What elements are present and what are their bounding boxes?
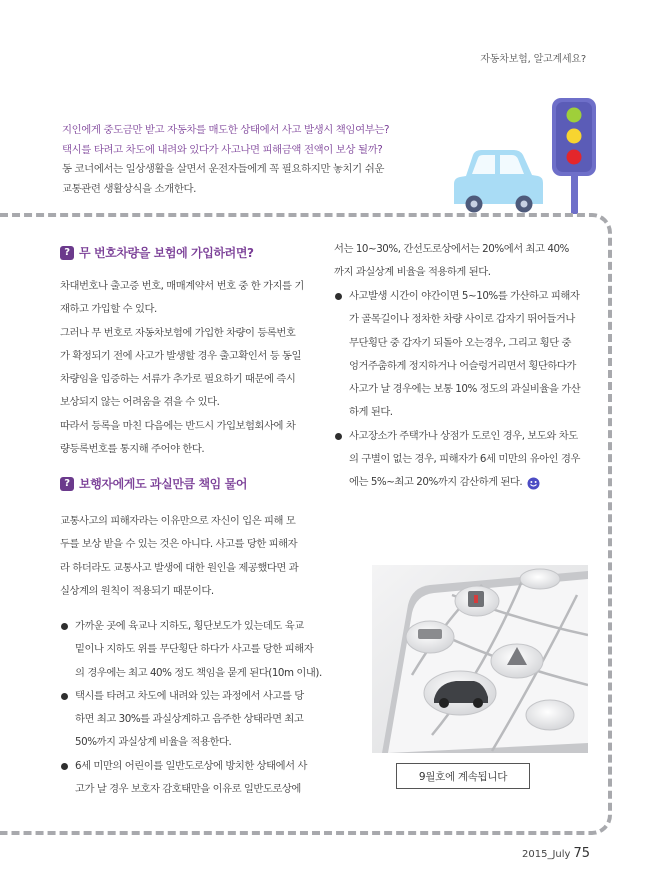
board-game-image	[372, 565, 588, 753]
section-heading	[60, 475, 247, 492]
bullet-line: 하면 최고 30%를 과실상계하고 음주한 상태라면 최고	[75, 713, 304, 726]
board-game-photo	[372, 565, 588, 753]
bullet-item	[60, 685, 322, 755]
bullet-line: 가 골목길이나 정차한 차량 사이로 갑자기 뛰어들거나	[349, 313, 575, 326]
bullet-item	[60, 615, 322, 685]
bullet-line: 사고장소가 주택가나 상점가 도로인 경우, 보도와 차도	[349, 429, 578, 442]
issue-label: 2015_July	[522, 849, 571, 860]
car-icon	[454, 150, 543, 213]
body-line: 량등록번호를 통지해 주어야 한다.	[60, 443, 205, 456]
bullet-line: 의 경우에는 최고 40% 정도 책임을 묻게 된다(10m 이내).	[75, 666, 322, 679]
question-mark-icon: ?	[60, 477, 74, 491]
bullet-line: 하게 된다.	[349, 406, 393, 419]
body-line: 차량임을 입증하는 서류가 추가로 필요하기 때문에 즉시	[60, 373, 296, 386]
body-line: 두를 보상 받을 수 있는 것은 아니다. 사고를 당한 피해자	[60, 538, 298, 551]
body-line: 가 확정되기 전에 사고가 발생할 경우 출고확인서 등 동일	[60, 349, 302, 362]
bullet-line: 택시를 타려고 차도에 내려와 있는 과정에서 사고를 당	[75, 689, 304, 702]
section-heading-text: 보행자에게도 과실만큼 책임 물어	[79, 477, 248, 491]
intro-text	[62, 121, 462, 199]
body-line: 교통사고의 피해자라는 이유만으로 자신이 입은 피해 모	[60, 515, 296, 527]
bullet-line: 에는 5%~최고 20%까지 감산하게 된다.	[349, 476, 523, 489]
bullet-line: 엉거주춤하게 정지하거나 어슬렁거리면서 횡단하다가	[349, 359, 576, 372]
body-line: 까지 과실상계 비율을 적용하게 된다.	[334, 266, 491, 279]
body-line: 라 하더라도 교통사고 발생에 대한 원인을 제공했다면 과	[60, 561, 299, 574]
intro-line: 지인에게 중도금만 받고 자동차를 매도한 상태에서 사고 발생시 책임여부는?	[62, 124, 390, 136]
body-line: 그러나 무 번호로 자동차보험에 가입한 차량이 등록번호	[60, 326, 296, 339]
page-footer	[522, 846, 590, 861]
smile-icon	[527, 477, 540, 490]
intro-line: 교통관련 생활상식을 소개한다.	[62, 182, 196, 195]
bullet-line: 사고발생 시간이 야간이면 5~10%를 가산하고 피해자	[349, 290, 580, 302]
bullet-line: 사고가 날 경우에는 보통 10% 정도의 과실비율을 가산	[349, 383, 581, 396]
body-line: 차대번호나 출고증 번호, 매매계약서 번호 중 한 가지를 기	[60, 280, 304, 292]
bullet-line-last	[349, 471, 592, 494]
bullet-line: 밑이나 지하도 위를 무단횡단 하다가 사고를 당한 피해자	[75, 643, 314, 656]
continued-notice: 9월호에 계속됩니다	[396, 763, 530, 789]
intro-line: 택시를 타려고 차도에 내려와 있다가 사고나면 피해금액 전액이 보상 될까?	[62, 143, 383, 156]
body-line: 보상되지 않는 어려움을 겪을 수 있다.	[60, 396, 220, 409]
question-mark-icon: ?	[60, 246, 74, 260]
section-heading	[60, 244, 254, 261]
bullet-line: 고가 날 경우 보호자 감호태만을 이유로 일반도로상에	[75, 783, 301, 796]
right-column-body	[334, 238, 592, 285]
body-line: 서는 10~30%, 간선도로상에서는 20%에서 최고 40%	[334, 243, 569, 255]
section1-body	[60, 275, 322, 461]
bullet-item	[60, 755, 322, 802]
traffic-car-illustration	[448, 98, 598, 214]
page-number: 75	[573, 846, 590, 861]
traffic-light-icon	[552, 98, 596, 214]
body-line: 따라서 등록을 마친 다음에는 반드시 가입보험회사에 차	[60, 419, 296, 432]
bullet-line: 의 구별이 없는 경우, 피해자가 6세 미만의 유아인 경우	[349, 453, 580, 466]
bullet-line: 무단횡단 중 갑자기 되돌아 오는경우, 그리고 횡단 중	[349, 336, 572, 349]
intro-line: 동 코너에서는 일상생활을 살면서 운전자들에게 꼭 필요하지만 놓치기 쉬운	[62, 163, 384, 175]
bullet-line: 가까운 곳에 육교나 지하도, 횡단보도가 있는데도 육교	[75, 620, 304, 632]
bullet-item	[334, 285, 592, 425]
right-column-bullets	[334, 285, 592, 495]
bullet-line: 50%까지 과실상계 비율을 적용한다.	[75, 736, 232, 749]
body-line: 실상계의 원칙이 적용되기 때문이다.	[60, 584, 214, 597]
bullet-item	[334, 425, 592, 495]
header-title: 자동차보험, 알고계세요?	[480, 54, 586, 65]
bullet-line: 6세 미만의 어린이를 일반도로상에 방치한 상태에서 사	[75, 759, 307, 772]
section-heading-text: 무 번호차량을 보험에 가입하려면?	[79, 246, 254, 260]
section2-body	[60, 510, 322, 603]
section2-bullets	[60, 615, 322, 801]
body-line: 재하고 가입할 수 있다.	[60, 303, 157, 316]
